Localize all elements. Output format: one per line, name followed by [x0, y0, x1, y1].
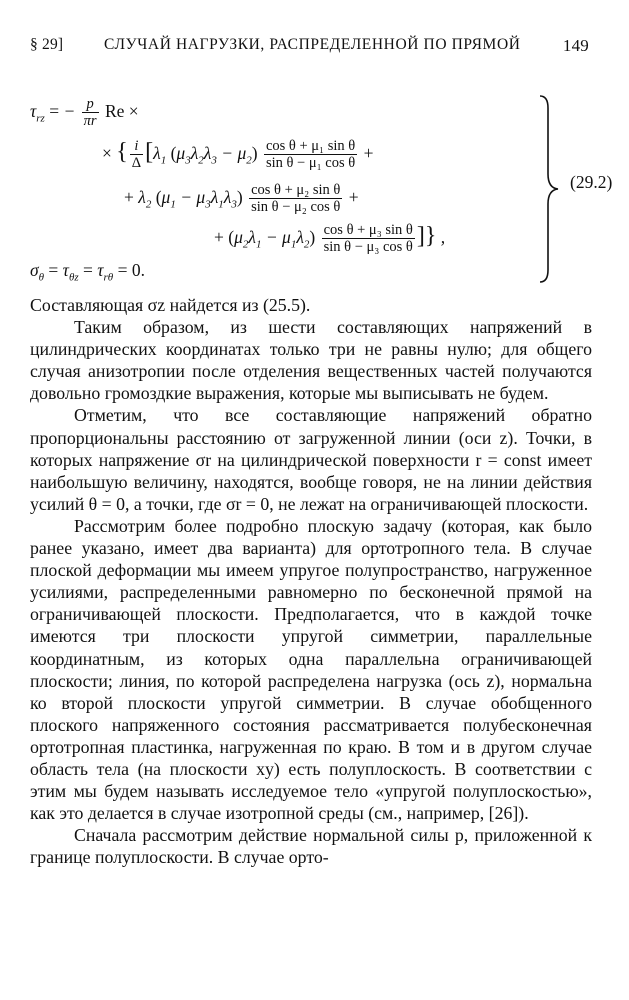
equation-29-2 [30, 88, 613, 288]
formula-line-4: + $(\mu_2\lambda_1 - \mu_1\lambda_2)$ $\frac{\text{cos θ + μ₃ sin θ}}{\text{sin θ − μ₃ cos θ}}$ ]} , [214, 222, 446, 256]
formula-line-5: $\sigma_\theta = \tau_{\theta z} = \tau_{r\theta} = 0$. [30, 260, 145, 284]
body-text [30, 294, 592, 868]
chapter-title: СЛУЧАЙ НАГРУЗКИ, РАСПРЕДЕЛЕННОЙ ПО ПРЯМОЙ [104, 36, 521, 53]
paragraph-2: Таким образом, из шести составляющих напряжений в цилиндрических координатах только три не равны нулю; для общего случая анизотропии после отделения вещественных частей получаются довольно громоздкие выражения, которые мы выписывать не будем. [30, 317, 592, 404]
right-brace-icon [536, 94, 572, 284]
formula-line-2: × { $\frac{i}{\Delta}$ [$\lambda_1$ $(\mu_3\lambda_2\lambda_3 - \mu_2)$ $\frac{\text{cos θ + μ₁ sin θ}}{\text{sin θ − μ₁ cos θ}}$ + [102, 138, 374, 172]
equation-number: (29.2) [570, 172, 613, 192]
paragraph-5: Сначала рассмотрим действие нормальной силы p, приложенной к границе полуплоскости. В случае орто- [30, 825, 592, 868]
running-head [30, 36, 589, 60]
formula-line-3: + $\lambda_2$ $(\mu_1 - \mu_3\lambda_1\lambda_3)$ $\frac{\text{cos θ + μ₂ sin θ}}{\text{sin θ − μ₂ cos θ}}$ + [124, 182, 359, 216]
section-number: § 29] [30, 36, 64, 53]
paragraph-4: Рассмотрим более подробно плоскую задачу (которая, как было ранее указано, имеет два варианта) для ортотропного тела. В случае плоской деформации мы имеем упругое полупространство, нагруженное усилиями, распределенными равномерно по бесконечной прямой на ограничивающей плоскости. Предполагается, что в каждой точке имеются три плоскости упругой симметрии, параллельные координатным, из которых одна параллельна ограничивающей плоскости; линия, по которой распределена нагрузка (ось z), нормальна ко второй плоскости упругой симметрии. В случае обобщенного плоского напряженного состояния рассматривается полубесконечная ортотропная пластинка, нагруженная по краю. В том и в другом случае область тела (на плоскости xy) есть полуплоскость. В соответствии с этим мы будем называть исследуемое тело «упругой полуплоскостью», как это делается в случае изотропной среды (см., например, [26]). [30, 515, 592, 824]
formula-line-1: $\tau_{rz}$ = − $\frac{p}{\pi r}$ Re × [30, 96, 139, 130]
page-number: 149 [562, 36, 589, 55]
paragraph-3: Отметим, что все составляющие напряжений обратно пропорциональны расстоянию от загруженной линии (оси z). Точки, в которых напряжение σr на цилиндрической поверхности r = const имеет наибольшую величину, находятся, вообще говоря, не на линии действия усилий θ = 0, а точки, где σr = 0, не лежат на ограничивающей плоскости. [30, 405, 592, 514]
paragraph-1: Составляющая σz найдется из (25.5). [30, 295, 311, 315]
